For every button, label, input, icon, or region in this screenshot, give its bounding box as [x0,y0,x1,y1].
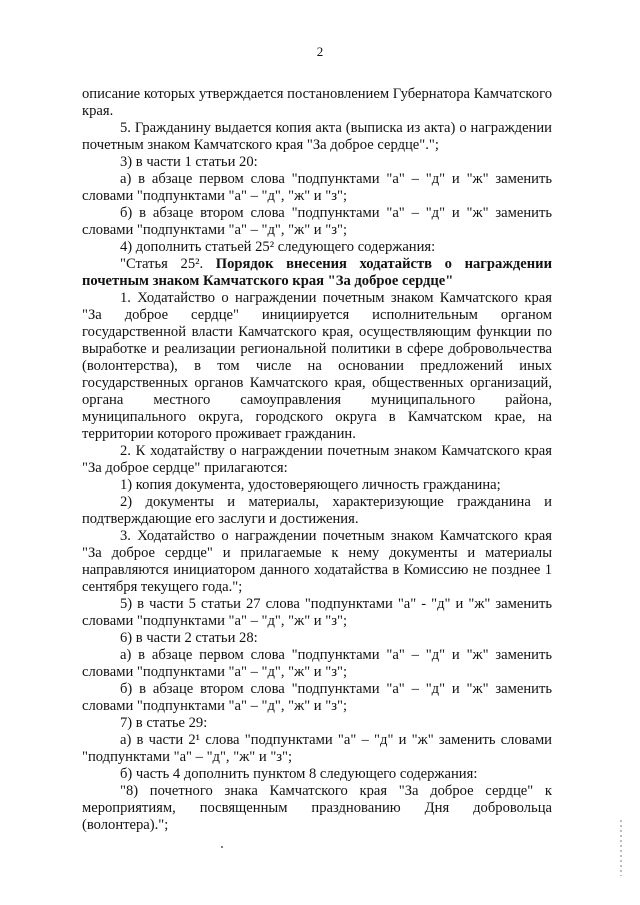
paragraph-text: 3. Ходатайство о награждении почетным знаком Камчатского края "За доброе сердце" и прилагаемые к нему документы и материалы направляются инициатором данного ходатайства в Комиссию не позднее 1 сентября текущего года."; [82,528,552,595]
paragraph [82,120,552,154]
paragraph-text: 2) документы и материалы, характеризующие гражданина и подтверждающие его заслуги и достижения. [82,494,552,527]
page-number: 2 [316,44,324,59]
paragraph [82,477,552,494]
paragraph-text: "Статья 25². [120,256,216,272]
paragraph [82,171,552,205]
paragraph-text: 2. К ходатайству о награждении почетным знаком Камчатского края "За доброе сердце" прилагаются: [82,443,552,476]
paragraph-text: описание которых утверждается постановлением Губернатора Камчатского края. [82,86,552,119]
paragraph [82,681,552,715]
paragraph [82,239,552,256]
paragraph-text: 5. Гражданину выдается копия акта (выписка из акта) о награждении почетным знаком Камчатского края "За доброе сердце"."; [82,120,552,153]
paragraph [82,256,552,290]
paragraph-text: а) в абзаце первом слова "подпунктами "а" – "д" и "ж" заменить словами "подпунктами "а" – "д", "ж" и "з"; [82,647,552,680]
paragraph [82,86,552,120]
paragraph-text: 7) в статье 29: [120,715,208,731]
paragraph-text: "8) почетного знака Камчатского края "За доброе сердце" к мероприятиям, посвященным празднованию Дня добровольца (волонтера)."; [82,783,552,833]
paragraph [82,494,552,528]
paragraph-text: 4) дополнить статьей 25² следующего содержания: [120,239,436,255]
paragraph-text: б) в абзаце втором слова "подпунктами "а" – "д" и "ж" заменить словами "подпунктами "а" – "д", "ж" и "з"; [82,681,552,714]
paragraph-text: 1. Ходатайство о награждении почетным знаком Камчатского края "За доброе сердце" инициируется исполнительным органом государственной власти Камчатского края, осуществляющим функции по выработке и реализации региональной политики в сфере добровольчества (волонтерства), в том числе на основании предложений иных государственных органов Камчатского края, общественных организаций, органа местного самоуправления муниципального района, муниципального округа, городского округа в Камчатском крае, на территории которого проживает гражданин. [82,290,552,442]
paragraph [82,783,552,834]
paragraph [82,290,552,443]
paragraph-text: 1) копия документа, удостоверяющего личность гражданина; [120,477,501,493]
paragraph [82,443,552,477]
article-title: Порядок внесения ходатайств о награждении почетным знаком Камчатского края "За доброе сердце" [82,256,552,289]
paragraph-text: 3) в части 1 статьи 20: [120,154,258,170]
paragraph-text: 6) в части 2 статьи 28: [120,630,258,646]
paragraph [82,715,552,732]
paragraph-text: 5) в части 5 статьи 27 слова "подпунктами "а" - "д" и "ж" заменить словами "подпунктами "а" – "д", "ж" и "з"; [82,596,552,629]
paragraph-text: б) часть 4 дополнить пунктом 8 следующего содержания: [120,766,478,782]
paragraph [82,647,552,681]
paragraph [82,630,552,647]
paragraph [82,732,552,766]
document-body [82,86,552,834]
paragraph [82,766,552,783]
paragraph [82,596,552,630]
paragraph-text: б) в абзаце втором слова "подпунктами "а" – "д" и "ж" заменить словами "подпунктами "а" – "д", "ж" и "з"; [82,205,552,238]
paragraph [82,528,552,596]
paragraph-text: а) в части 2¹ слова "подпунктами "а" – "д" и "ж" заменить словами "подпунктами "а" – "д", "ж" и "з"; [82,732,552,765]
scan-speck [221,846,223,848]
paragraph-text: а) в абзаце первом слова "подпунктами "а" – "д" и "ж" заменить словами "подпунктами "а" – "д", "ж" и "з"; [82,171,552,204]
paragraph [82,154,552,171]
paragraph [82,205,552,239]
scan-edge-mark [620,820,622,876]
